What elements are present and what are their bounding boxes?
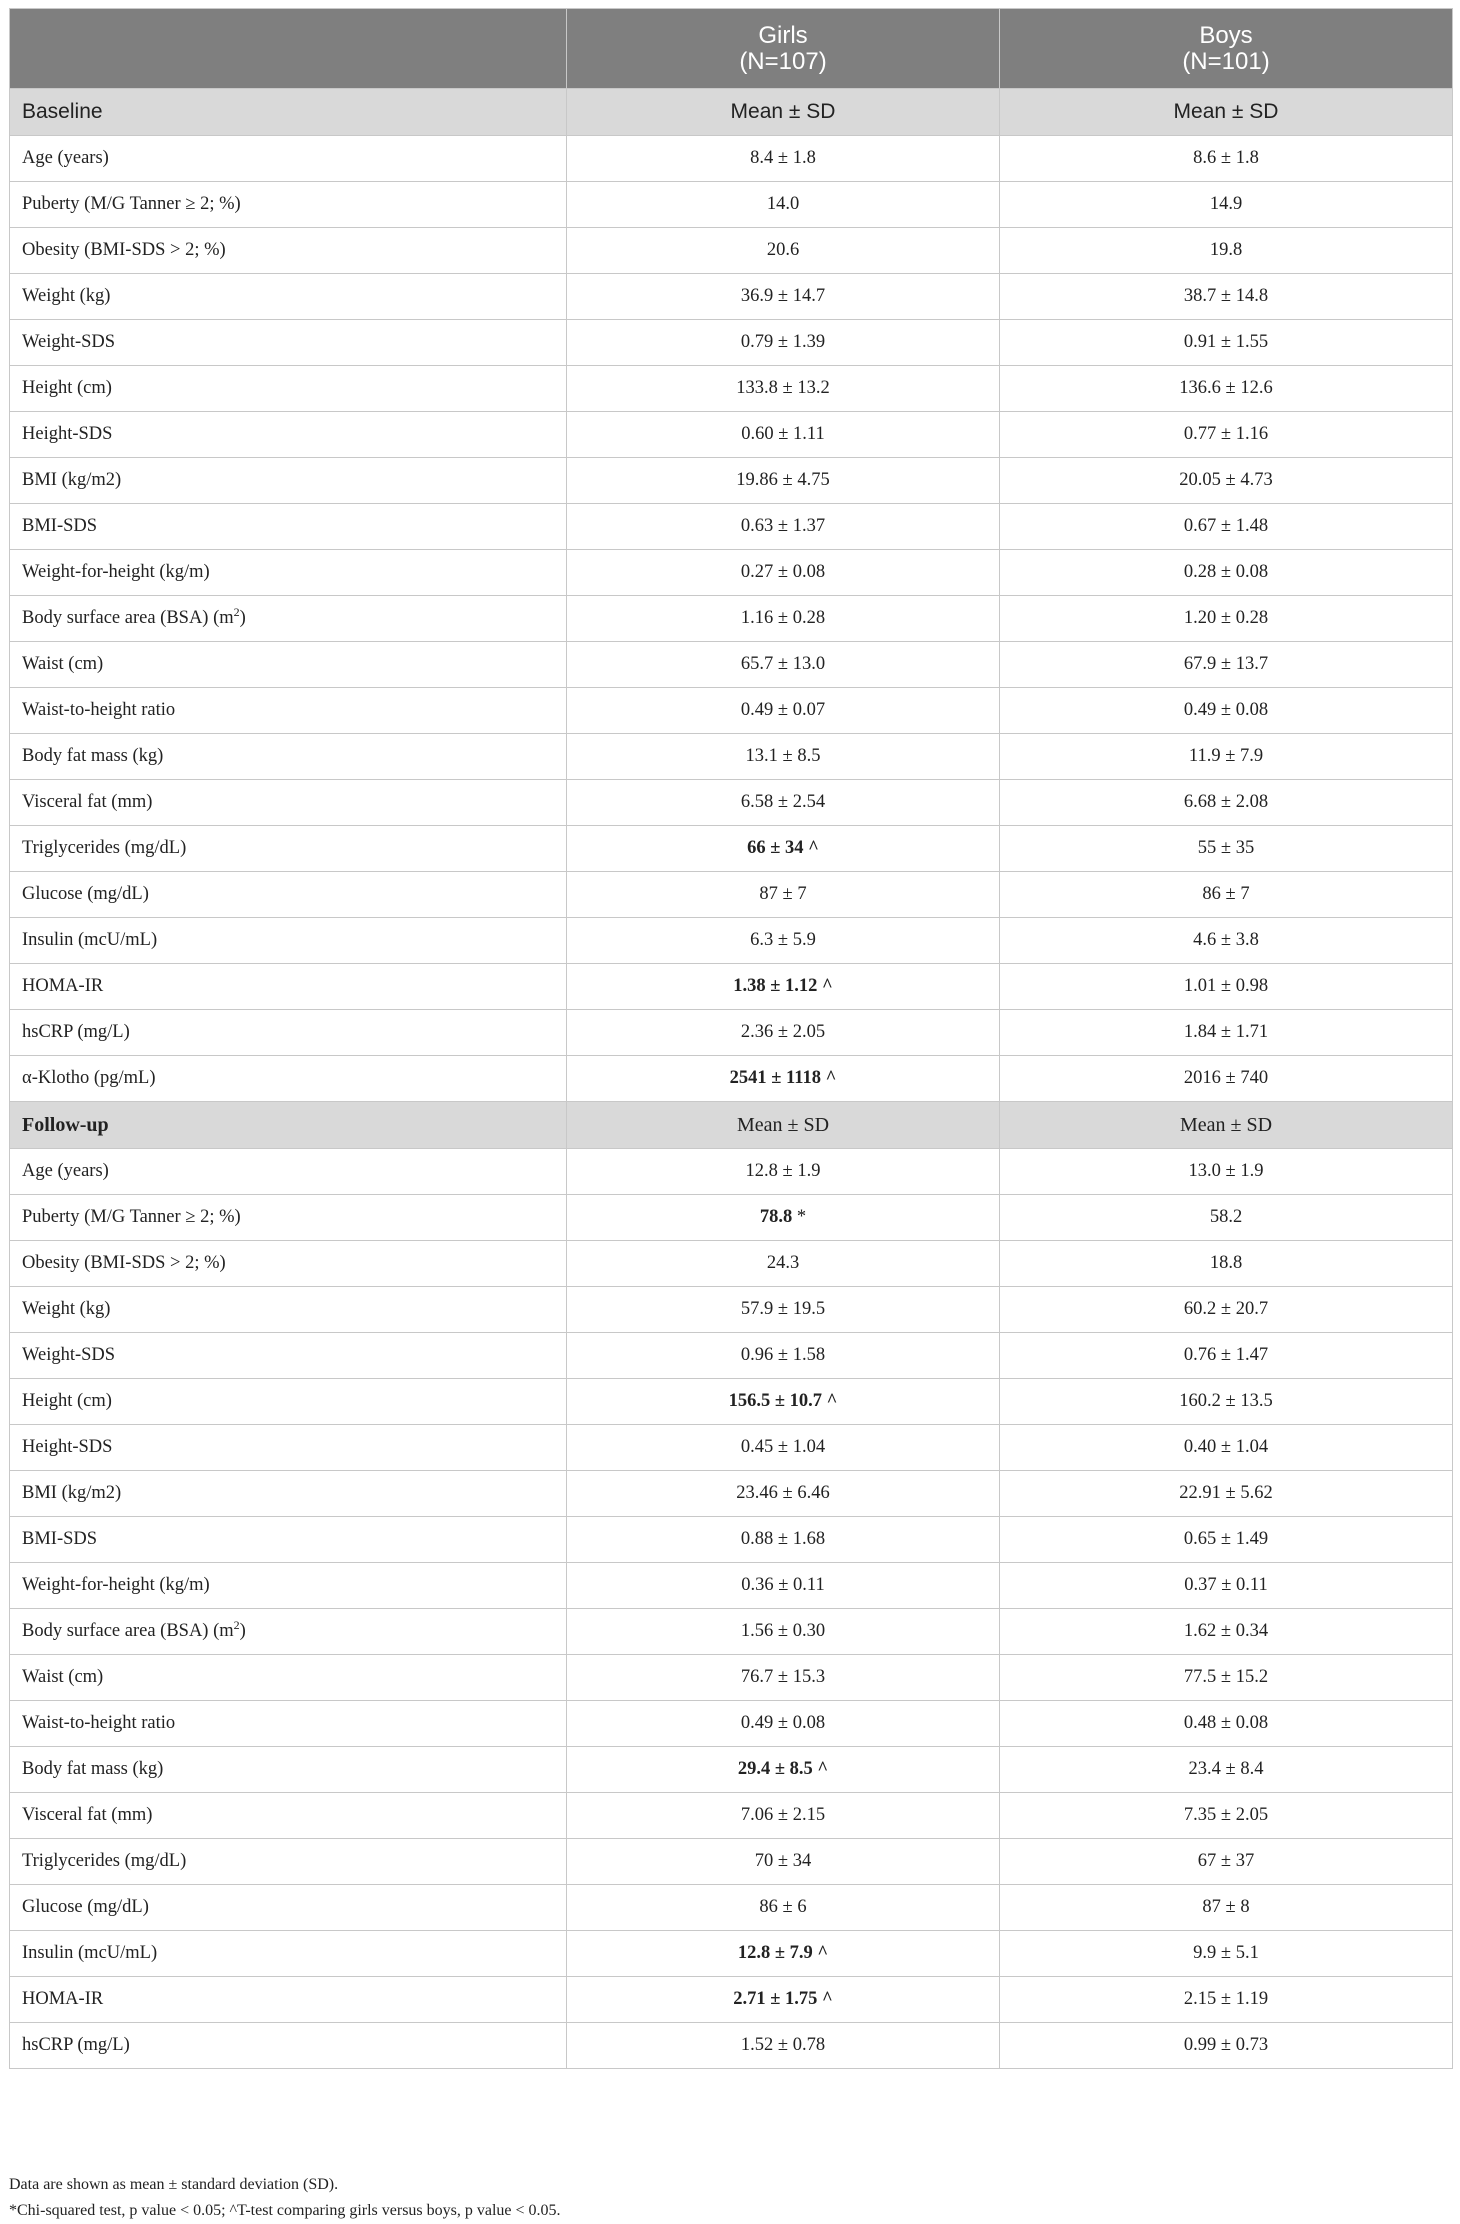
boys-value: 1.84 ± 1.71 (1000, 1010, 1453, 1056)
boys-value: 18.8 (1000, 1241, 1453, 1287)
boys-value: 60.2 ± 20.7 (1000, 1287, 1453, 1333)
row-label (10, 1931, 567, 1977)
header-boys-n: (N=101) (1182, 47, 1270, 75)
row-label-text: Body fat mass (kg) (22, 1759, 164, 1779)
girls-value (567, 642, 1000, 688)
row-label-text: Visceral fat (mm) (22, 792, 153, 812)
girls-value-text: 20.6 (766, 240, 800, 260)
table-row (10, 550, 1453, 596)
boys-value: 4.6 ± 3.8 (1000, 918, 1453, 964)
boys-value: 2016 ± 740 (1000, 1056, 1453, 1102)
boys-value: 0.65 ± 1.49 (1000, 1517, 1453, 1563)
row-label-text: Height-SDS (22, 424, 113, 444)
row-label-text: BMI-SDS (22, 1529, 98, 1549)
boys-value: 0.28 ± 0.08 (1000, 550, 1453, 596)
girls-value (567, 1839, 1000, 1885)
row-label (10, 1056, 567, 1102)
girls-value (567, 458, 1000, 504)
table-row (10, 1839, 1453, 1885)
row-label (10, 1839, 567, 1885)
boys-value: 22.91 ± 5.62 (1000, 1471, 1453, 1517)
boys-value: 77.5 ± 15.2 (1000, 1655, 1453, 1701)
row-label (10, 642, 567, 688)
row-label-text: Age (years) (22, 1161, 109, 1181)
boys-value: 136.6 ± 12.6 (1000, 366, 1453, 412)
girls-value (567, 1747, 1000, 1793)
boys-value: 23.4 ± 8.4 (1000, 1747, 1453, 1793)
row-label-text: BMI-SDS (22, 516, 98, 536)
row-label (10, 1977, 567, 2023)
girls-value (567, 1149, 1000, 1195)
row-label (10, 136, 567, 182)
table-row (10, 366, 1453, 412)
row-label-text: Puberty (M/G Tanner ≥ 2; %) (22, 1207, 241, 1227)
girls-value (567, 1333, 1000, 1379)
girls-value (567, 1609, 1000, 1655)
row-label-text: Weight (kg) (22, 286, 111, 306)
girls-value-text: 1.56 ± 0.30 (740, 1621, 826, 1641)
girls-value-text: 12.8 ± 7.9 ^ (737, 1943, 829, 1963)
row-label-text: Weight-SDS (22, 1345, 116, 1365)
girls-value (567, 1931, 1000, 1977)
boys-value: 38.7 ± 14.8 (1000, 274, 1453, 320)
girls-value (567, 1241, 1000, 1287)
boys-value: 87 ± 8 (1000, 1885, 1453, 1931)
header-girls-label: Girls (758, 21, 808, 49)
row-label-text: Weight-for-height (kg/m) (22, 562, 210, 582)
table-row (10, 826, 1453, 872)
girls-value (567, 596, 1000, 642)
table-row (10, 1149, 1453, 1195)
row-label (10, 780, 567, 826)
girls-value (567, 688, 1000, 734)
row-label (10, 1701, 567, 1747)
table-row (10, 1747, 1453, 1793)
table-container (9, 8, 1452, 2069)
girls-value-text: 36.9 ± 14.7 (740, 286, 826, 306)
girls-value (567, 964, 1000, 1010)
section-row-followup (10, 1102, 1453, 1149)
row-label-text: hsCRP (mg/L) (22, 2035, 130, 2055)
boys-value: 2.15 ± 1.19 (1000, 1977, 1453, 2023)
girls-value-text: 2541 ± 1118 ^ (729, 1068, 837, 1088)
girls-value-text: 1.38 ± 1.12 ^ (733, 976, 833, 996)
table-row (10, 1425, 1453, 1471)
table-row (10, 688, 1453, 734)
boys-value: 19.8 (1000, 228, 1453, 274)
table-row (10, 1563, 1453, 1609)
boys-value: 0.76 ± 1.47 (1000, 1333, 1453, 1379)
row-label (10, 320, 567, 366)
row-label-text: Waist-to-height ratio (22, 700, 176, 720)
table-row (10, 504, 1453, 550)
girls-value-text: 1.16 ± 0.28 (740, 608, 826, 628)
header-empty-cell (10, 9, 567, 89)
boys-value: 7.35 ± 2.05 (1000, 1793, 1453, 1839)
boys-value: 0.99 ± 0.73 (1000, 2023, 1453, 2069)
row-label (10, 964, 567, 1010)
row-label (10, 366, 567, 412)
girls-value (567, 182, 1000, 228)
boys-value: 67.9 ± 13.7 (1000, 642, 1453, 688)
row-label (10, 550, 567, 596)
note-line-2: *Chi-squared test, p value < 0.05; ^T-test comparing girls versus boys, p value < 0.05. (9, 2202, 561, 2219)
table-row (10, 1333, 1453, 1379)
row-label (10, 228, 567, 274)
girls-value-text: 7.06 ± 2.15 (740, 1805, 826, 1825)
row-label (10, 1379, 567, 1425)
boys-value: 0.40 ± 1.04 (1000, 1425, 1453, 1471)
row-label (10, 688, 567, 734)
row-label (10, 2023, 567, 2069)
girls-value-text: 1.52 ± 0.78 (740, 2035, 826, 2055)
boys-value: 0.77 ± 1.16 (1000, 412, 1453, 458)
boys-value: 9.9 ± 5.1 (1000, 1931, 1453, 1977)
girls-value-text: 66 ± 34 ^ (747, 838, 819, 858)
table-row (10, 182, 1453, 228)
table-row (10, 1010, 1453, 1056)
section-girls-stat-baseline: Mean ± SD (567, 89, 1000, 136)
table-row (10, 1379, 1453, 1425)
row-label (10, 1425, 567, 1471)
row-label-text: Height (cm) (22, 1391, 112, 1411)
boys-value: 0.49 ± 0.08 (1000, 688, 1453, 734)
data-table (9, 8, 1453, 2069)
header-boys-label: Boys (1199, 21, 1253, 49)
girls-value-text: 133.8 ± 13.2 (736, 378, 830, 398)
table-row (10, 458, 1453, 504)
girls-value (567, 1655, 1000, 1701)
table-row (10, 1471, 1453, 1517)
table-row (10, 1793, 1453, 1839)
girls-value (567, 918, 1000, 964)
girls-value (567, 1701, 1000, 1747)
table-row (10, 1056, 1453, 1102)
girls-value-text: 8.4 ± 1.8 (750, 148, 816, 168)
row-label (10, 826, 567, 872)
header-girls-n: (N=107) (739, 47, 827, 75)
boys-value: 1.01 ± 0.98 (1000, 964, 1453, 1010)
table-row (10, 734, 1453, 780)
row-label-text: hsCRP (mg/L) (22, 1022, 130, 1042)
row-label-text: BMI (kg/m2) (22, 1483, 122, 1503)
table-header (10, 9, 1453, 89)
girls-value-text: 0.27 ± 0.08 (740, 562, 826, 582)
table-row (10, 274, 1453, 320)
girls-value-text: 24.3 (766, 1253, 800, 1273)
boys-value: 11.9 ± 7.9 (1000, 734, 1453, 780)
girls-value-text: 0.45 ± 1.04 (740, 1437, 826, 1457)
row-label (10, 734, 567, 780)
row-label-text: Height (cm) (22, 378, 112, 398)
row-label (10, 596, 567, 642)
girls-value-text: 0.60 ± 1.11 (741, 424, 825, 444)
row-label-text: Height-SDS (22, 1437, 113, 1457)
section-title-baseline: Baseline (10, 89, 567, 136)
boys-value: 8.6 ± 1.8 (1000, 136, 1453, 182)
girls-value-text: 14.0 (766, 194, 800, 214)
girls-value (567, 320, 1000, 366)
row-label-text: Glucose (mg/dL) (22, 884, 149, 904)
row-label-text: Age (years) (22, 148, 109, 168)
row-label-text: Triglycerides (mg/dL) (22, 838, 187, 858)
table-row (10, 1931, 1453, 1977)
boys-value: 0.37 ± 0.11 (1000, 1563, 1453, 1609)
row-label-text: Weight (kg) (22, 1299, 111, 1319)
row-label-superscript: 2 (233, 604, 240, 619)
row-label-text: Waist (cm) (22, 1667, 104, 1687)
boys-value: 58.2 (1000, 1195, 1453, 1241)
section-boys-stat-baseline: Mean ± SD (1000, 89, 1453, 136)
header-boys (1000, 9, 1453, 89)
girls-value (567, 826, 1000, 872)
row-label-text: Body surface area (BSA) (m (22, 1621, 234, 1641)
row-label (10, 274, 567, 320)
row-label (10, 182, 567, 228)
girls-value (567, 1793, 1000, 1839)
girls-value-text: 0.49 ± 0.08 (740, 1713, 826, 1733)
table-row (10, 1977, 1453, 2023)
girls-value-text: 19.86 ± 4.75 (736, 470, 830, 490)
row-label (10, 1747, 567, 1793)
row-label-text: Insulin (mcU/mL) (22, 1943, 158, 1963)
row-label-text: α-Klotho (pg/mL) (22, 1068, 156, 1088)
row-label-text: Waist-to-height ratio (22, 1713, 176, 1733)
table-row (10, 136, 1453, 182)
section-title-followup: Follow-up (10, 1102, 567, 1149)
girls-value (567, 2023, 1000, 2069)
girls-value (567, 1010, 1000, 1056)
row-label-text: Obesity (BMI-SDS > 2; %) (22, 1253, 226, 1273)
table-row (10, 1195, 1453, 1241)
section-row-baseline (10, 89, 1453, 136)
girls-value (567, 1287, 1000, 1333)
girls-value-text: 0.88 ± 1.68 (740, 1529, 826, 1549)
row-label-text: Triglycerides (mg/dL) (22, 1851, 187, 1871)
girls-value (567, 412, 1000, 458)
boys-value: 1.20 ± 0.28 (1000, 596, 1453, 642)
row-label (10, 1563, 567, 1609)
table-row (10, 1287, 1453, 1333)
girls-value (567, 1563, 1000, 1609)
row-label-text: Weight-SDS (22, 332, 116, 352)
girls-value (567, 1425, 1000, 1471)
header-girls (567, 9, 1000, 89)
row-label (10, 1241, 567, 1287)
row-label (10, 1517, 567, 1563)
girls-value (567, 1885, 1000, 1931)
section-boys-stat-followup: Mean ± SD (1000, 1102, 1453, 1149)
row-label-text: Body surface area (BSA) (m (22, 608, 234, 628)
girls-value (567, 550, 1000, 596)
girls-value-text: 0.79 ± 1.39 (740, 332, 826, 352)
table-row (10, 1655, 1453, 1701)
girls-value (567, 872, 1000, 918)
girls-value-text: 65.7 ± 13.0 (740, 654, 826, 674)
table-row (10, 1241, 1453, 1287)
girls-value-text: 29.4 ± 8.5 ^ (737, 1759, 829, 1779)
girls-value-text: 23.46 ± 6.46 (736, 1483, 830, 1503)
girls-value-text: 87 ± 7 (759, 884, 807, 904)
row-label-text: BMI (kg/m2) (22, 470, 122, 490)
boys-value: 160.2 ± 13.5 (1000, 1379, 1453, 1425)
girls-value-text: 76.7 ± 15.3 (740, 1667, 826, 1687)
girls-value-text: 6.3 ± 5.9 (750, 930, 816, 950)
table-row (10, 964, 1453, 1010)
boys-value: 20.05 ± 4.73 (1000, 458, 1453, 504)
row-label (10, 1333, 567, 1379)
girls-value-text: 70 ± 34 (754, 1851, 812, 1871)
girls-value-text: 0.63 ± 1.37 (740, 516, 826, 536)
girls-value (567, 1977, 1000, 2023)
table-row (10, 228, 1453, 274)
boys-value: 67 ± 37 (1000, 1839, 1453, 1885)
table-row (10, 1701, 1453, 1747)
row-label-text: Glucose (mg/dL) (22, 1897, 149, 1917)
girls-value-text: 86 ± 6 (759, 1897, 807, 1917)
row-label (10, 458, 567, 504)
row-label (10, 504, 567, 550)
table-row (10, 872, 1453, 918)
girls-value-text: 13.1 ± 8.5 (745, 746, 821, 766)
girls-value-text: 2.36 ± 2.05 (740, 1022, 826, 1042)
table-row (10, 642, 1453, 688)
girls-value (567, 136, 1000, 182)
row-label-text: Obesity (BMI-SDS > 2; %) (22, 240, 226, 260)
boys-value: 0.48 ± 0.08 (1000, 1701, 1453, 1747)
girls-value-text: 57.9 ± 19.5 (740, 1299, 826, 1319)
table-row (10, 1885, 1453, 1931)
boys-value: 0.67 ± 1.48 (1000, 504, 1453, 550)
row-label-text: Insulin (mcU/mL) (22, 930, 158, 950)
note-line-1: Data are shown as mean ± standard deviation (SD). (9, 2176, 339, 2193)
girls-significance-mark: * (792, 1207, 807, 1227)
row-label (10, 1195, 567, 1241)
girls-value-text: 78.8 (759, 1207, 793, 1227)
row-label-text: HOMA-IR (22, 1989, 104, 2009)
row-label (10, 1149, 567, 1195)
row-label-text: Weight-for-height (kg/m) (22, 1575, 210, 1595)
row-label-text: HOMA-IR (22, 976, 104, 996)
girls-value (567, 366, 1000, 412)
girls-value (567, 274, 1000, 320)
row-label (10, 1471, 567, 1517)
row-label (10, 1655, 567, 1701)
girls-value-text: 0.96 ± 1.58 (740, 1345, 826, 1365)
boys-value: 13.0 ± 1.9 (1000, 1149, 1453, 1195)
table-row (10, 412, 1453, 458)
boys-value: 6.68 ± 2.08 (1000, 780, 1453, 826)
row-label (10, 1793, 567, 1839)
table-row (10, 320, 1453, 366)
girls-value-text: 156.5 ± 10.7 ^ (728, 1391, 838, 1411)
table-body (10, 89, 1453, 2069)
row-label (10, 1609, 567, 1655)
girls-value (567, 228, 1000, 274)
section-girls-stat-followup: Mean ± SD (567, 1102, 1000, 1149)
table-notes (9, 2172, 561, 2224)
table-row (10, 1609, 1453, 1655)
boys-value: 55 ± 35 (1000, 826, 1453, 872)
girls-value (567, 780, 1000, 826)
row-label-text: Puberty (M/G Tanner ≥ 2; %) (22, 194, 241, 214)
girls-value-text: 12.8 ± 1.9 (745, 1161, 821, 1181)
boys-value: 0.91 ± 1.55 (1000, 320, 1453, 366)
girls-value-text: 0.49 ± 0.07 (740, 700, 826, 720)
girls-value (567, 1471, 1000, 1517)
row-label-text: Body fat mass (kg) (22, 746, 164, 766)
table-row (10, 596, 1453, 642)
row-label (10, 412, 567, 458)
girls-value (567, 1056, 1000, 1102)
boys-value: 86 ± 7 (1000, 872, 1453, 918)
table-row (10, 1517, 1453, 1563)
row-label (10, 1287, 567, 1333)
boys-value: 1.62 ± 0.34 (1000, 1609, 1453, 1655)
girls-value (567, 1517, 1000, 1563)
table-row (10, 2023, 1453, 2069)
girls-value-text: 6.58 ± 2.54 (740, 792, 826, 812)
table-row (10, 918, 1453, 964)
girls-value (567, 734, 1000, 780)
girls-value-text: 2.71 ± 1.75 ^ (733, 1989, 833, 2009)
row-label (10, 1010, 567, 1056)
row-label-superscript: 2 (233, 1617, 240, 1632)
girls-value (567, 1195, 1000, 1241)
boys-value: 14.9 (1000, 182, 1453, 228)
row-label (10, 918, 567, 964)
row-label-text: Visceral fat (mm) (22, 1805, 153, 1825)
girls-value (567, 504, 1000, 550)
row-label (10, 872, 567, 918)
girls-value (567, 1379, 1000, 1425)
row-label-tail: ) (239, 1621, 246, 1641)
row-label-text: Waist (cm) (22, 654, 104, 674)
girls-value-text: 0.36 ± 0.11 (741, 1575, 825, 1595)
row-label (10, 1885, 567, 1931)
row-label-tail: ) (239, 608, 246, 628)
table-row (10, 780, 1453, 826)
